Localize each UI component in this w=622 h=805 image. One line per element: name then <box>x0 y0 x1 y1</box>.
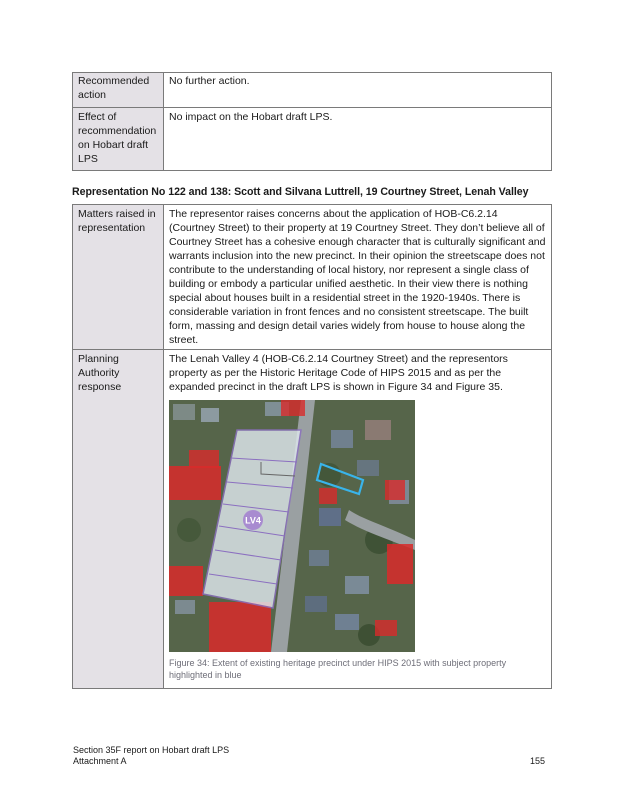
tree <box>177 518 201 542</box>
heritage-lot <box>189 450 219 468</box>
page-number: 155 <box>530 756 546 766</box>
table-row <box>73 108 552 171</box>
roof <box>331 430 353 448</box>
figure-caption: Figure 34: Extent of existing heritage precinct under HIPS 2015 with subject property highlighted in blue <box>169 658 507 680</box>
table-row <box>73 350 552 689</box>
roof <box>357 460 379 476</box>
roof <box>175 600 195 614</box>
precinct-label: LV4 <box>245 515 261 526</box>
heritage-precinct-map <box>169 400 415 652</box>
row-label: Recommended action <box>73 73 164 108</box>
heritage-lot <box>375 620 397 636</box>
roof <box>345 576 369 594</box>
footer-attachment: Attachment A <box>73 756 127 766</box>
heritage-lot <box>387 544 413 584</box>
aerial-map-graphic <box>169 400 415 652</box>
representation-table <box>72 204 552 689</box>
row-label: Planning Authority response <box>73 350 164 689</box>
row-value: No impact on the Hobart draft LPS. <box>164 108 552 171</box>
heritage-lot <box>209 602 271 652</box>
heritage-lot <box>169 566 203 596</box>
heritage-lot <box>385 480 405 500</box>
row-value: No further action. <box>164 73 552 108</box>
footer-title: Section 35F report on Hobart draft LPS <box>73 745 230 755</box>
response-cell <box>164 350 552 689</box>
roof <box>335 614 359 630</box>
heritage-lot <box>281 400 305 416</box>
roof <box>365 420 391 440</box>
table-row <box>73 205 552 350</box>
roof <box>319 508 341 526</box>
row-label: Effect of recommendation on Hobart draft LPS <box>73 108 164 171</box>
roof <box>201 408 219 422</box>
table-row <box>73 73 552 108</box>
recommendation-table <box>72 72 552 171</box>
response-text: The Lenah Valley 4 (HOB-C6.2.14 Courtney Street) and the representors property as per the Historic Heritage Code of HIPS 2015 and as per the expanded precinct in the draft LPS is shown in Figure 34 and Figure 35. <box>169 353 508 393</box>
roof <box>309 550 329 566</box>
row-value: The representor raises concerns about the application of HOB-C6.2.14 (Courtney Street) to their property at 19 Courtney Street. They don’t believe all of Courtney Street has a cohesive enough character that is culturally significant and warrants inclusion into the new precinct. In their opinion the streetscape does not contribute to the understanding of local history, nor represent a single class of building or embody a particular unified aesthetic. In their view there is nothing special about houses built in a residential street in the 1920-1940s. There is considerable variation in front fences and no consistent streetscape. The built form, massing and design detail varies widely from house to house along the street. <box>164 205 552 350</box>
heritage-lot <box>169 466 221 500</box>
roof <box>173 404 195 420</box>
representation-heading: Representation No 122 and 138: Scott and Silvana Luttrell, 19 Courtney Street, Lenah Valley <box>72 186 529 198</box>
row-label: Matters raised in representation <box>73 205 164 350</box>
footer <box>73 745 229 767</box>
roof <box>305 596 327 612</box>
heritage-lot <box>319 488 337 504</box>
